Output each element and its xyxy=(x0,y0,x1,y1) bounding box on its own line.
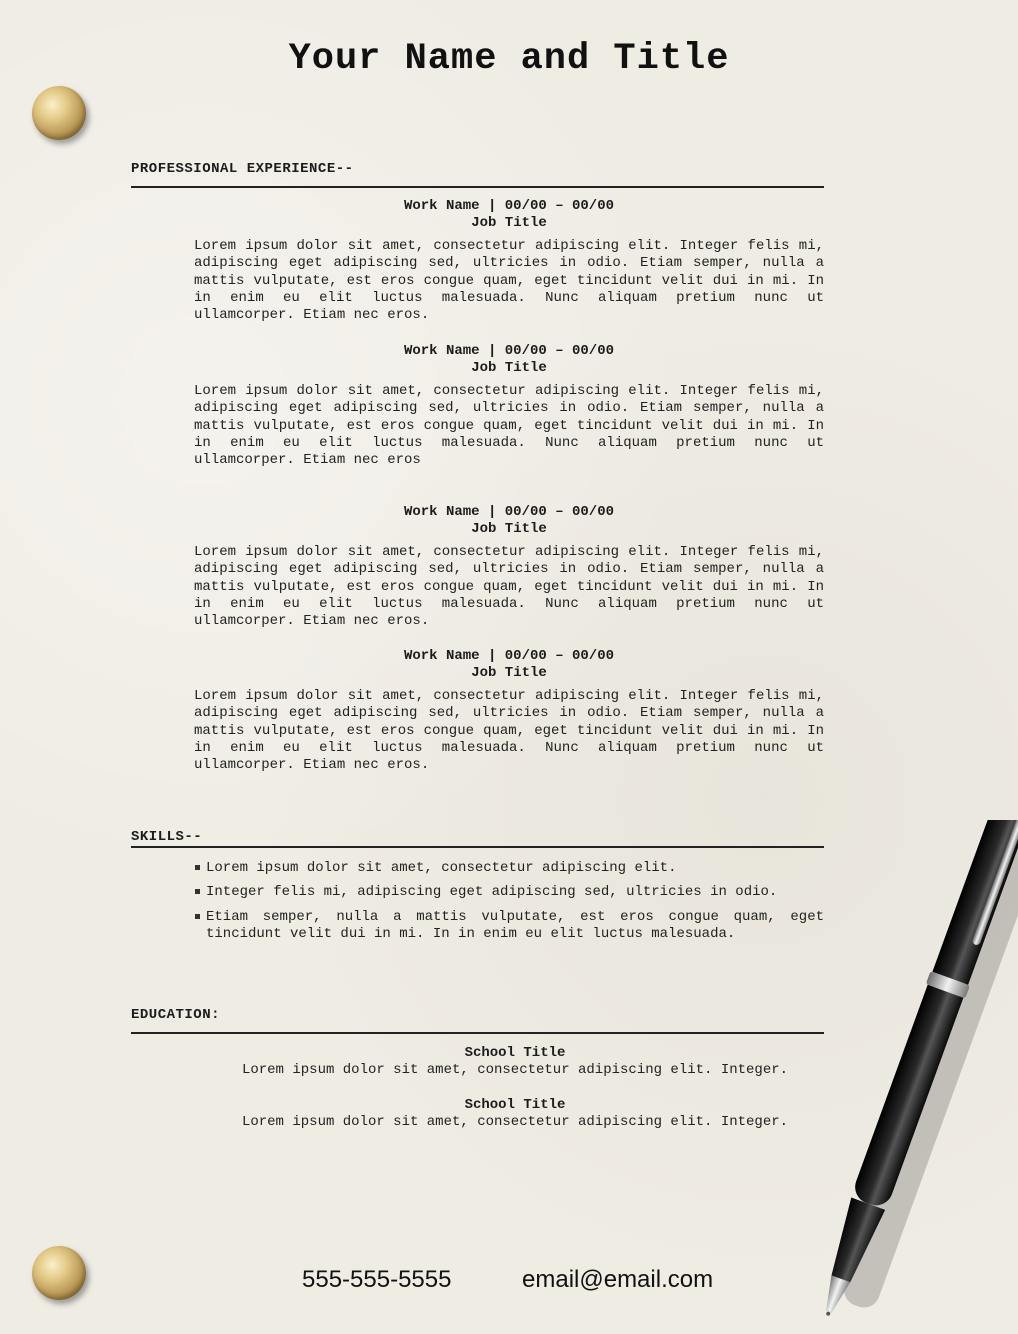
skills-divider xyxy=(131,846,824,848)
experience-divider xyxy=(131,186,824,188)
job-entry-1 xyxy=(194,198,824,324)
job-work-line: Work Name | 00/00 – 00/00 xyxy=(403,343,615,359)
job-work-line: Work Name | 00/00 – 00/00 xyxy=(403,648,615,664)
job-title: Job Title xyxy=(471,360,547,376)
brass-grommet-top xyxy=(32,86,86,140)
skills-heading: SKILLS-- xyxy=(131,829,203,845)
brass-grommet-bottom xyxy=(32,1246,86,1300)
job-entry-4 xyxy=(194,648,824,774)
job-title: Job Title xyxy=(471,665,547,681)
job-work-line: Work Name | 00/00 – 00/00 xyxy=(403,198,615,214)
skill-item: Lorem ipsum dolor sit amet, consectetur adipiscing elit. xyxy=(194,860,824,877)
school-title: School Title xyxy=(464,1097,566,1113)
job-entry-2 xyxy=(194,343,824,469)
job-entry-3 xyxy=(194,504,824,630)
school-title: School Title xyxy=(464,1045,566,1061)
experience-heading: PROFESSIONAL EXPERIENCE-- xyxy=(131,161,354,177)
contact-phone: 555-555-5555 xyxy=(302,1266,452,1293)
job-description: Lorem ipsum dolor sit amet, consectetur adipiscing elit. Integer felis mi, adipiscing eget adipiscing sed, ultricies in odio. Etiam semper, nulla a mattis vulputate, est eros congue quam, eget tincidunt velit dui in mi. In in enim eu elit luctus malesuada. Nunc aliquam pretium nunc ut ullamcorper. Etiam nec eros. xyxy=(194,544,824,630)
pen-illustration xyxy=(800,820,1018,1334)
job-description: Lorem ipsum dolor sit amet, consectetur adipiscing elit. Integer felis mi, adipiscing eget adipiscing sed, ultricies in odio. Etiam semper, nulla a mattis vulputate, est eros congue quam, eget tincidunt velit dui in mi. In in enim eu elit luctus malesuada. Nunc aliquam pretium nunc ut ullamcorper. Etiam nec eros. xyxy=(194,238,824,324)
school-description: Lorem ipsum dolor sit amet, consectetur adipiscing elit. Integer. xyxy=(241,1062,789,1078)
job-description: Lorem ipsum dolor sit amet, consectetur adipiscing elit. Integer felis mi, adipiscing eget adipiscing sed, ultricies in odio. Etiam semper, nulla a mattis vulputate, est eros congue quam, eget tincidunt velit dui in mi. In in enim eu elit luctus malesuada. Nunc aliquam pretium nunc ut ullamcorper. Etiam nec eros xyxy=(194,383,824,469)
school-entry-1 xyxy=(206,1045,824,1079)
job-title: Job Title xyxy=(471,521,547,537)
education-divider xyxy=(131,1032,824,1034)
school-entry-2 xyxy=(206,1097,824,1131)
skill-item: Etiam semper, nulla a mattis vulputate, est eros congue quam, eget tincidunt velit dui in mi. In in enim eu elit luctus malesuada. xyxy=(194,909,824,944)
name-and-title-heading: Your Name and Title xyxy=(288,38,730,80)
skill-item: Integer felis mi, adipiscing eget adipiscing sed, ultricies in odio. xyxy=(194,884,824,901)
job-title: Job Title xyxy=(471,215,547,231)
skills-list xyxy=(194,860,824,950)
education-heading: EDUCATION: xyxy=(131,1007,221,1023)
job-work-line: Work Name | 00/00 – 00/00 xyxy=(403,504,615,520)
school-description: Lorem ipsum dolor sit amet, consectetur adipiscing elit. Integer. xyxy=(241,1114,789,1130)
contact-email: email@email.com xyxy=(522,1266,714,1293)
job-description: Lorem ipsum dolor sit amet, consectetur adipiscing elit. Integer felis mi, adipiscing eget adipiscing sed, ultricies in odio. Etiam semper, nulla a mattis vulputate, est eros congue quam, eget tincidunt velit dui in mi. In in enim eu elit luctus malesuada. Nunc aliquam pretium nunc ut ullamcorper. Etiam nec eros. xyxy=(194,688,824,774)
